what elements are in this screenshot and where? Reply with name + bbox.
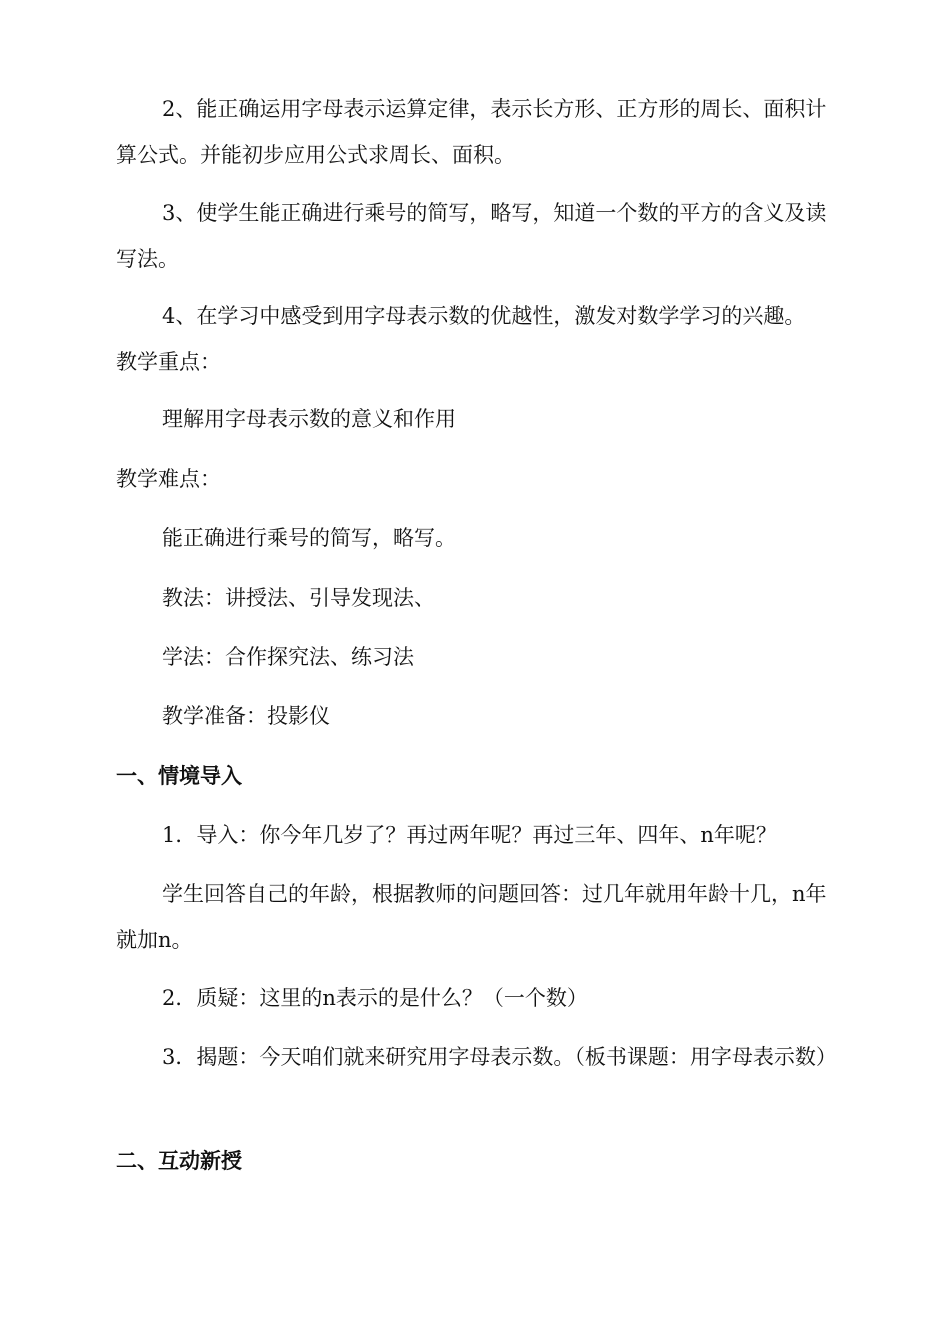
difficulty-text: 能正确进行乘号的简写，略写。 xyxy=(162,526,456,550)
section-1-item-2: 学生回答自己的年龄，根据教师的问题回答：过几年就用年龄十几，n年就加n。 xyxy=(116,882,827,952)
section-1-heading: 一、情境导入 xyxy=(116,764,242,788)
section-1-item-3: 2．质疑：这里的n表示的是什么？（一个数） xyxy=(162,986,588,1010)
section-1-item-1: 1．导入：你今年几岁了？再过两年呢？再过三年、四年、n年呢？ xyxy=(162,823,777,847)
section-2-heading: 二、互动新授 xyxy=(116,1149,242,1173)
objective-3: 3、使学生能正确进行乘号的简写，略写，知道一个数的平方的含义及读写法。 xyxy=(116,201,827,271)
section-1-item-4: 3．揭题：今天咱们就来研究用字母表示数。（板书课题：用字母表示数） xyxy=(162,1045,837,1069)
difficulty-heading: 教学难点： xyxy=(116,467,221,491)
objective-2: 2、能正确运用字母表示运算定律，表示长方形、正方形的周长、面积计算公式。并能初步应用公式求周长、面积。 xyxy=(116,97,827,167)
learning-method: 学法：合作探究法、练习法 xyxy=(162,645,414,669)
teaching-preparation: 教学准备：投影仪 xyxy=(162,704,330,728)
key-point-text: 理解用字母表示数的意义和作用 xyxy=(162,407,456,431)
key-point-heading: 教学重点： xyxy=(116,350,221,374)
objective-4: 4、在学习中感受到用字母表示数的优越性，激发对数学学习的兴趣。 xyxy=(162,304,806,328)
teaching-method: 教法：讲授法、引导发现法、 xyxy=(162,586,435,610)
